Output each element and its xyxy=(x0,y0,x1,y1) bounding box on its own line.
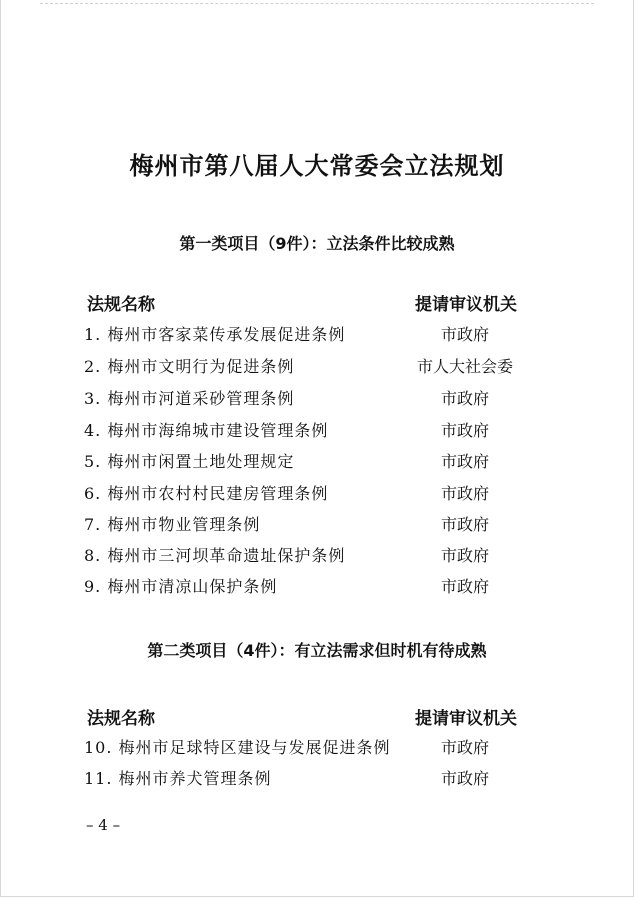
regulation-name: 7. 梅州市物业管理条例 xyxy=(84,515,261,534)
list-item xyxy=(0,322,634,346)
list-item xyxy=(0,449,634,473)
submitting-body: 市政府 xyxy=(440,452,489,471)
regulation-name: 5. 梅州市闲置土地处理规定 xyxy=(84,452,295,471)
column-header-submitting-body: 提请审议机关 xyxy=(415,709,517,729)
column-header-regulation-name: 法规名称 xyxy=(87,295,155,315)
regulation-name: 6. 梅州市农村村民建房管理条例 xyxy=(84,484,329,503)
submitting-body: 市政府 xyxy=(440,769,489,788)
submitting-body: 市政府 xyxy=(440,546,489,565)
section-heading-category-2: 第二类项目（4件）：有立法需求但时机有待成熟 xyxy=(147,641,487,660)
submitting-body: 市政府 xyxy=(440,738,489,757)
submitting-body: 市政府 xyxy=(440,484,489,503)
page-number: – 4 – xyxy=(86,816,121,834)
regulation-name: 10. 梅州市足球特区建设与发展促进条例 xyxy=(84,738,391,757)
submitting-body: 市政府 xyxy=(440,421,489,440)
scan-edge-line xyxy=(40,3,594,4)
regulation-name: 3. 梅州市河道采砂管理条例 xyxy=(84,389,295,408)
submitting-body: 市政府 xyxy=(440,577,489,596)
document-title: 梅州市第八届人大常委会立法规划 xyxy=(129,151,505,180)
regulation-name: 8. 梅州市三河坝革命遗址保护条例 xyxy=(84,546,346,565)
list-item xyxy=(0,354,634,378)
regulation-name: 9. 梅州市清凉山保护条例 xyxy=(84,577,278,596)
section-heading-category-1: 第一类项目（9件）：立法条件比较成熟 xyxy=(179,234,455,253)
list-item xyxy=(0,386,634,410)
list-item xyxy=(0,574,634,598)
list-item xyxy=(0,512,634,536)
list-item xyxy=(0,418,634,442)
regulation-name: 1. 梅州市客家菜传承发展促进条例 xyxy=(84,325,346,344)
submitting-body: 市人大社会委 xyxy=(416,357,513,376)
regulation-name: 2. 梅州市文明行为促进条例 xyxy=(84,357,295,376)
list-item xyxy=(0,481,634,505)
column-header-regulation-name: 法规名称 xyxy=(87,709,155,729)
regulation-name: 11. 梅州市养犬管理条例 xyxy=(84,769,272,788)
submitting-body: 市政府 xyxy=(440,325,489,344)
list-item xyxy=(0,543,634,567)
column-header-submitting-body: 提请审议机关 xyxy=(415,295,517,315)
list-item xyxy=(0,735,634,759)
submitting-body: 市政府 xyxy=(440,515,489,534)
regulation-name: 4. 梅州市海绵城市建设管理条例 xyxy=(84,421,329,440)
submitting-body: 市政府 xyxy=(440,389,489,408)
list-item xyxy=(0,766,634,790)
